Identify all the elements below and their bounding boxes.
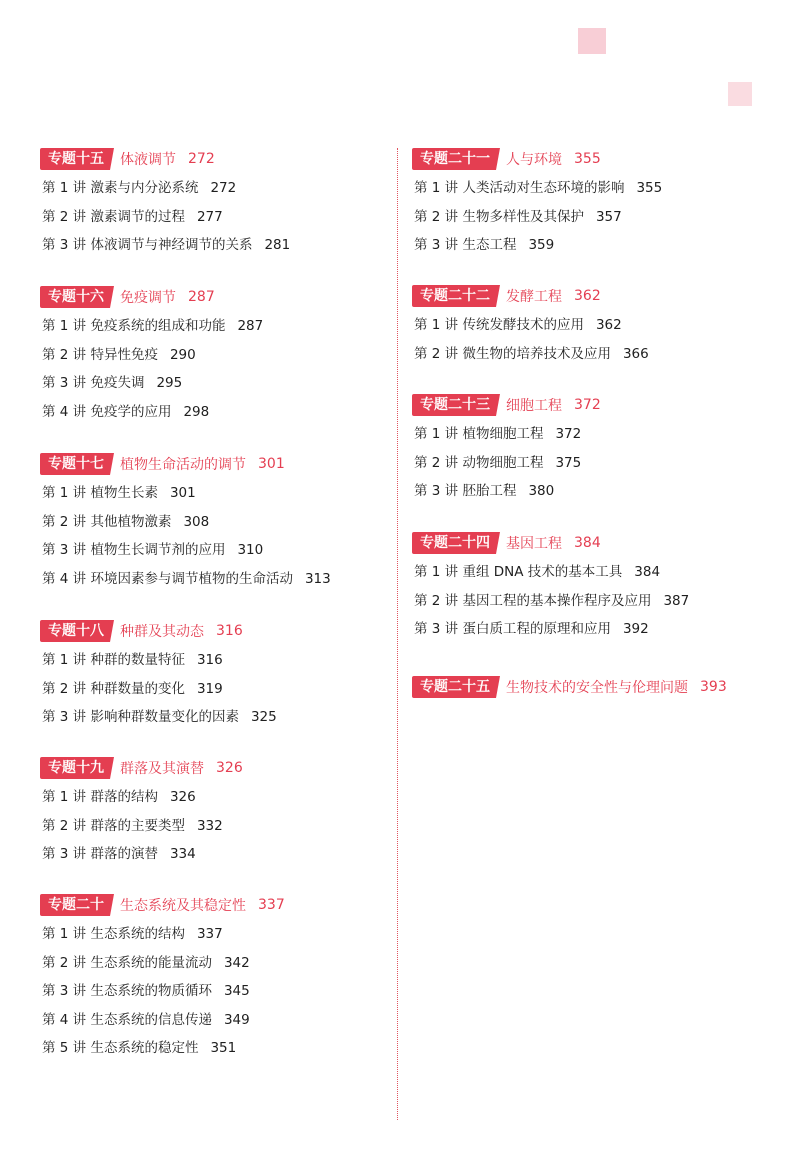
lecture-entry[interactable] [42, 816, 223, 836]
lecture-page-number: 351 [210, 1040, 237, 1056]
lecture-page-number: 272 [210, 180, 237, 196]
topic-number-badge: 专题二十四 [412, 532, 496, 554]
lecture-title: 第 2 讲 其他植物激素 [42, 513, 172, 530]
topic-number-badge: 专题二十 [40, 894, 110, 916]
lecture-page-number: 372 [555, 426, 582, 442]
lecture-page-number: 319 [196, 680, 223, 697]
lecture-title: 第 4 讲 免疫学的应用 [42, 403, 172, 420]
topic-page-number: 362 [574, 288, 601, 304]
topic-page-number: 316 [216, 623, 243, 639]
topic-page-number: 337 [258, 897, 285, 913]
lecture-title: 第 4 讲 生态系统的信息传递 [42, 1011, 212, 1028]
lecture-title: 第 1 讲 生态系统的结构 [42, 926, 185, 942]
lecture-entry[interactable] [42, 679, 223, 699]
lecture-page-number: 325 [250, 709, 277, 725]
lecture-page-number: 332 [196, 817, 223, 834]
toc-topic [412, 285, 649, 362]
lecture-entry[interactable] [42, 373, 182, 393]
toc-topic [412, 148, 663, 253]
topic-page-number: 272 [188, 151, 215, 167]
lecture-page-number: 357 [595, 208, 622, 225]
lecture-title: 第 1 讲 免疫系统的组成和功能 [42, 318, 226, 334]
lecture-page-number: 308 [183, 513, 210, 530]
lecture-title: 第 2 讲 生态系统的能量流动 [42, 954, 212, 971]
lecture-entry[interactable] [42, 707, 277, 727]
lecture-page-number: 298 [183, 403, 210, 420]
lecture-page-number: 281 [264, 237, 291, 253]
lecture-title: 第 1 讲 传统发酵技术的应用 [414, 317, 584, 333]
lecture-entry[interactable] [42, 402, 209, 422]
lecture-title: 第 3 讲 免疫失调 [42, 375, 145, 391]
lecture-title: 第 3 讲 影响种群数量变化的因素 [42, 709, 239, 725]
toc-topic [40, 894, 285, 1056]
lecture-page-number: 295 [156, 375, 183, 391]
topic-title: 细胞工程 [506, 398, 562, 414]
lecture-entry[interactable] [42, 207, 223, 227]
lecture-page-number: 301 [169, 485, 196, 501]
topic-heading[interactable] [412, 532, 601, 554]
topic-title: 发酵工程 [506, 289, 562, 305]
toc-topic [412, 532, 690, 637]
topic-number-badge: 专题十七 [40, 453, 110, 475]
lecture-title: 第 1 讲 植物细胞工程 [414, 426, 544, 442]
lecture-page-number: 387 [663, 592, 690, 609]
topic-title: 生物技术的安全性与伦理问题 [506, 680, 688, 696]
toc-topic [40, 620, 277, 725]
column-divider [397, 148, 398, 1120]
lecture-entry[interactable] [42, 981, 250, 1001]
topic-title: 群落及其演替 [120, 761, 204, 777]
topic-heading[interactable] [412, 676, 727, 698]
lecture-title: 第 1 讲 种群的数量特征 [42, 652, 185, 668]
topic-heading[interactable] [412, 148, 601, 170]
lecture-entry[interactable] [42, 1038, 236, 1058]
toc-topic [40, 148, 291, 253]
topic-title: 人与环境 [506, 152, 562, 168]
lecture-title: 第 1 讲 群落的结构 [42, 789, 158, 805]
lecture-title: 第 3 讲 体液调节与神经调节的关系 [42, 237, 253, 253]
lecture-page-number: 349 [223, 1011, 250, 1028]
decorative-pink-square [578, 28, 606, 54]
lecture-title: 第 2 讲 激素调节的过程 [42, 208, 185, 225]
lecture-entry[interactable] [414, 315, 622, 335]
lecture-entry[interactable] [414, 619, 649, 639]
lecture-entry[interactable] [42, 787, 196, 807]
topic-number-badge: 专题二十三 [412, 394, 496, 416]
lecture-title: 第 2 讲 群落的主要类型 [42, 817, 185, 834]
lecture-title: 第 1 讲 激素与内分泌系统 [42, 180, 199, 196]
lecture-title: 第 4 讲 环境因素参与调节植物的生命活动 [42, 570, 293, 587]
topic-heading[interactable] [412, 394, 601, 416]
lecture-page-number: 337 [196, 926, 223, 942]
lecture-title: 第 3 讲 生态工程 [414, 237, 517, 253]
lecture-entry[interactable] [414, 207, 622, 227]
lecture-entry[interactable] [42, 569, 331, 589]
topic-heading[interactable] [40, 894, 285, 916]
topic-page-number: 384 [574, 535, 601, 551]
lecture-entry[interactable] [42, 345, 196, 365]
topic-heading[interactable] [40, 757, 243, 779]
topic-number-badge: 专题二十一 [412, 148, 496, 170]
lecture-title: 第 1 讲 人类活动对生态环境的影响 [414, 180, 625, 196]
topic-heading[interactable] [40, 620, 243, 642]
lecture-page-number: 359 [528, 237, 555, 253]
lecture-entry[interactable] [414, 591, 689, 611]
lecture-title: 第 2 讲 微生物的培养技术及应用 [414, 345, 611, 362]
topic-number-badge: 专题十八 [40, 620, 110, 642]
topic-heading[interactable] [40, 148, 215, 170]
lecture-entry[interactable] [414, 562, 660, 582]
lecture-entry[interactable] [42, 512, 209, 532]
lecture-title: 第 2 讲 动物细胞工程 [414, 454, 544, 471]
topic-number-badge: 专题十九 [40, 757, 110, 779]
topic-heading[interactable] [40, 286, 215, 308]
topic-number-badge: 专题十五 [40, 148, 110, 170]
lecture-page-number: 375 [555, 454, 582, 471]
topic-title: 免疫调节 [120, 290, 176, 306]
lecture-entry[interactable] [42, 316, 263, 336]
lecture-entry[interactable] [414, 178, 662, 198]
lecture-page-number: 384 [634, 564, 661, 580]
lecture-page-number: 290 [169, 346, 196, 363]
topic-number-badge: 专题二十二 [412, 285, 496, 307]
lecture-page-number: 316 [196, 652, 223, 668]
lecture-page-number: 334 [169, 846, 196, 862]
lecture-title: 第 3 讲 生态系统的物质循环 [42, 983, 212, 999]
lecture-title: 第 2 讲 种群数量的变化 [42, 680, 185, 697]
lecture-entry[interactable] [42, 235, 290, 255]
topic-page-number: 326 [216, 760, 243, 776]
topic-title: 生态系统及其稳定性 [120, 898, 246, 914]
lecture-entry[interactable] [414, 344, 649, 364]
toc-topic [40, 453, 331, 587]
lecture-title: 第 2 讲 特异性免疫 [42, 346, 158, 363]
topic-page-number: 287 [188, 289, 215, 305]
lecture-title: 第 2 讲 生物多样性及其保护 [414, 208, 584, 225]
lecture-title: 第 3 讲 胚胎工程 [414, 483, 517, 499]
topic-page-number: 372 [574, 397, 601, 413]
lecture-page-number: 287 [237, 318, 264, 334]
lecture-entry[interactable] [414, 481, 554, 501]
topic-page-number: 393 [700, 679, 727, 695]
lecture-entry[interactable] [42, 924, 223, 944]
lecture-entry[interactable] [42, 178, 236, 198]
toc-topic [40, 757, 243, 862]
lecture-page-number: 380 [528, 483, 555, 499]
topic-number-badge: 专题二十五 [412, 676, 496, 698]
lecture-entry[interactable] [42, 844, 196, 864]
toc-topic [412, 394, 601, 499]
topic-number-badge: 专题十六 [40, 286, 110, 308]
lecture-page-number: 326 [169, 789, 196, 805]
lecture-page-number: 362 [595, 317, 622, 333]
lecture-entry[interactable] [414, 235, 554, 255]
topic-title: 种群及其动态 [120, 624, 204, 640]
topic-title: 基因工程 [506, 536, 562, 552]
lecture-page-number: 345 [223, 983, 250, 999]
decorative-pink-square-small [728, 82, 752, 106]
lecture-page-number: 277 [196, 208, 223, 225]
topic-page-number: 355 [574, 151, 601, 167]
lecture-page-number: 342 [223, 954, 250, 971]
toc-topic [412, 676, 727, 698]
lecture-entry[interactable] [414, 453, 581, 473]
topic-heading[interactable] [412, 285, 601, 307]
lecture-entry[interactable] [414, 424, 581, 444]
lecture-entry[interactable] [42, 953, 250, 973]
lecture-entry[interactable] [42, 650, 223, 670]
topic-heading[interactable] [40, 453, 285, 475]
lecture-page-number: 355 [636, 180, 663, 196]
lecture-title: 第 1 讲 重组 DNA 技术的基本工具 [414, 564, 623, 580]
lecture-page-number: 366 [622, 345, 649, 362]
toc-topic [40, 286, 264, 420]
lecture-title: 第 3 讲 蛋白质工程的原理和应用 [414, 621, 611, 637]
topic-page-number: 301 [258, 456, 285, 472]
topic-title: 植物生命活动的调节 [120, 457, 246, 473]
lecture-title: 第 3 讲 植物生长调节剂的应用 [42, 542, 226, 558]
lecture-title: 第 1 讲 植物生长素 [42, 485, 158, 501]
lecture-page-number: 310 [237, 542, 264, 558]
lecture-page-number: 392 [622, 621, 649, 637]
lecture-entry[interactable] [42, 1010, 250, 1030]
topic-title: 体液调节 [120, 152, 176, 168]
lecture-title: 第 3 讲 群落的演替 [42, 846, 158, 862]
lecture-title: 第 5 讲 生态系统的稳定性 [42, 1040, 199, 1056]
lecture-entry[interactable] [42, 483, 196, 503]
lecture-page-number: 313 [304, 570, 331, 587]
lecture-entry[interactable] [42, 540, 263, 560]
lecture-title: 第 2 讲 基因工程的基本操作程序及应用 [414, 592, 652, 609]
